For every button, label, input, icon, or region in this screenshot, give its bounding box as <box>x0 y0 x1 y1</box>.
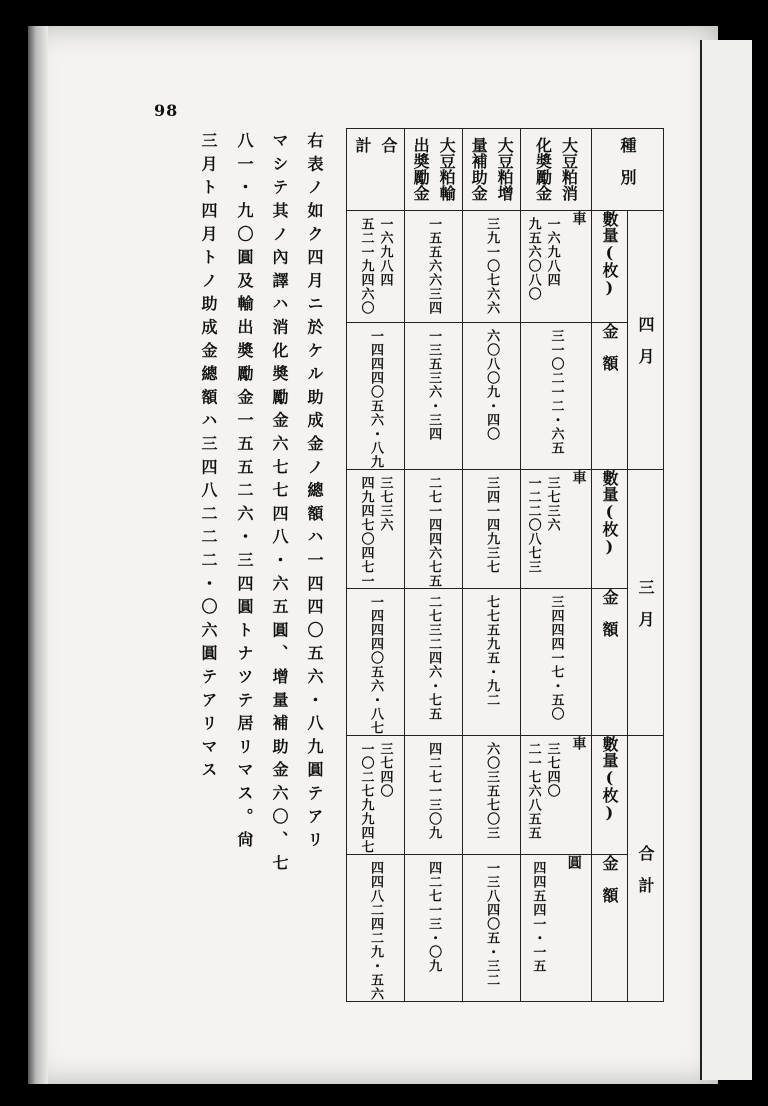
col-name-total-1: 合 <box>379 137 399 153</box>
header-increase-col <box>463 129 521 211</box>
april-month-label <box>627 211 663 470</box>
quantity-label-total: 數量(枚) <box>599 736 619 822</box>
march-amt-total <box>347 589 405 736</box>
march-amt-increase-value: 七七五九五・九二 <box>484 595 500 707</box>
amount-label-march: 金 額 <box>599 589 619 637</box>
quantity-label-april: 數量(枚) <box>599 211 619 297</box>
subsidy-table <box>346 128 664 1002</box>
total-amt-increase <box>463 855 521 1002</box>
page-edge <box>700 40 752 1080</box>
total-header: 合 計 <box>635 844 655 893</box>
unit-car-total: 車 <box>570 736 587 750</box>
april-amt-consumption-value: 三一〇二一二・六五 <box>548 329 564 455</box>
unit-yen: 圓 <box>565 855 582 869</box>
april-amt-label <box>591 323 627 470</box>
total-amt-export <box>405 855 463 1002</box>
body-line-3: 八一・九〇圓及輸出奬勵金一五五二六・三四圓トナツテ居リマス。尙 <box>235 132 254 855</box>
header-export-col <box>405 129 463 211</box>
april-qty-consumption-value: 一六九八四 九五六〇八〇 <box>525 217 560 301</box>
april-qty-increase <box>463 211 521 323</box>
month-april: 四 月 <box>635 316 655 364</box>
body-line-4: 三月ト四月トノ助成金總額ハ三四八二二二・〇六圓テアリマス <box>199 132 218 785</box>
amount-label-april: 金 額 <box>599 323 619 371</box>
total-qty-export <box>405 736 463 855</box>
march-amt-total-value: 一四四四〇五六・八七 <box>368 595 384 735</box>
april-amt-consumption <box>521 323 592 470</box>
col-name-increase-1: 大豆粕增 <box>495 137 515 201</box>
page-number: 98 <box>154 101 179 120</box>
col-name-consumption-2: 化奬勵金 <box>533 137 553 201</box>
quantity-label-march: 數量(枚) <box>599 470 619 556</box>
col-name-consumption-1: 大豆粕消 <box>559 137 579 201</box>
april-qty-export <box>405 211 463 323</box>
total-amt-total-value: 四四八二四二九・五六 <box>368 861 384 1001</box>
march-qty-increase-value: 三四一四九三七 <box>484 476 500 574</box>
total-qty-export-value: 四二七一三〇九 <box>426 742 442 840</box>
header-consumption-col <box>521 129 592 211</box>
category-header: 種 別 <box>617 137 637 185</box>
header-total-col <box>347 129 405 211</box>
april-qty-total-value: 一六九八四 五二一九四六〇 <box>358 217 393 315</box>
unit-car: 車 <box>570 211 587 225</box>
total-qty-label <box>591 736 627 855</box>
total-amt-increase-value: 一三八四〇五・三二 <box>484 861 500 987</box>
march-amt-consumption <box>521 589 592 736</box>
march-qty-label <box>591 470 627 589</box>
total-qty-increase <box>463 736 521 855</box>
april-qty-total <box>347 211 405 323</box>
total-qty-increase-value: 六〇三五七〇三 <box>484 742 500 840</box>
col-name-increase-2: 量補助金 <box>469 137 489 201</box>
month-march: 三 月 <box>635 578 655 627</box>
total-qty-total <box>347 736 405 855</box>
body-line-1: 右表ノ如ク四月ニ於ケル助成金ノ總額ハ一四四〇五六・八九圓テアリ <box>305 132 324 855</box>
march-month-label <box>627 470 663 736</box>
april-amt-export <box>405 323 463 470</box>
march-amt-increase <box>463 589 521 736</box>
total-month-label <box>627 736 663 1002</box>
march-amt-consumption-value: 三四四四一七・五〇 <box>548 595 564 721</box>
march-amt-label <box>591 589 627 736</box>
april-qty-consumption <box>521 211 592 323</box>
total-qty-consumption <box>521 736 592 855</box>
body-line-2: マシテ其ノ內譯ハ消化奬勵金六七七四八・六五圓、增量補助金六〇、七 <box>270 132 289 878</box>
march-qty-consumption-value: 三七三六 一二二〇八七三 <box>525 476 560 574</box>
march-qty-consumption <box>521 470 592 589</box>
april-qty-label <box>591 211 627 323</box>
april-amt-total-value: 一四四四〇五六・八九 <box>368 329 384 469</box>
march-qty-increase <box>463 470 521 589</box>
amount-label-total: 金 額 <box>599 855 619 903</box>
march-qty-total <box>347 470 405 589</box>
april-amt-total <box>347 323 405 470</box>
book-binding <box>28 26 48 1084</box>
col-name-export-1: 大豆粕輸 <box>437 137 457 201</box>
header-category <box>591 129 663 211</box>
april-qty-export-value: 一五五六六三四 <box>426 217 442 315</box>
march-qty-export <box>405 470 463 589</box>
total-qty-total-value: 三七四〇 一〇二七九九四七 <box>358 742 393 854</box>
total-amt-export-value: 四二七一三・〇九 <box>426 861 442 973</box>
april-qty-increase-value: 三九一〇七六六 <box>484 217 500 315</box>
total-amt-consumption-value: 四四五四一・一五 <box>530 861 546 973</box>
april-amt-increase <box>463 323 521 470</box>
march-qty-export-value: 二七一四四六七五 <box>426 476 442 588</box>
total-amt-label <box>591 855 627 1002</box>
total-qty-consumption-value: 三七四〇 二一七六八五五 <box>525 742 560 840</box>
april-amt-export-value: 一三五三六・三四 <box>426 329 442 441</box>
unit-car-march: 車 <box>570 470 587 484</box>
march-amt-export-value: 二七三二四六・七五 <box>426 595 442 721</box>
march-qty-total-value: 三七三六 四九四七〇四七一 <box>358 476 393 588</box>
col-name-total-2: 計 <box>353 137 373 153</box>
total-amt-consumption <box>521 855 592 1002</box>
april-amt-increase-value: 六〇八〇九・四〇 <box>484 329 500 441</box>
march-amt-export <box>405 589 463 736</box>
total-amt-total <box>347 855 405 1002</box>
col-name-export-2: 出奬勵金 <box>411 137 431 201</box>
